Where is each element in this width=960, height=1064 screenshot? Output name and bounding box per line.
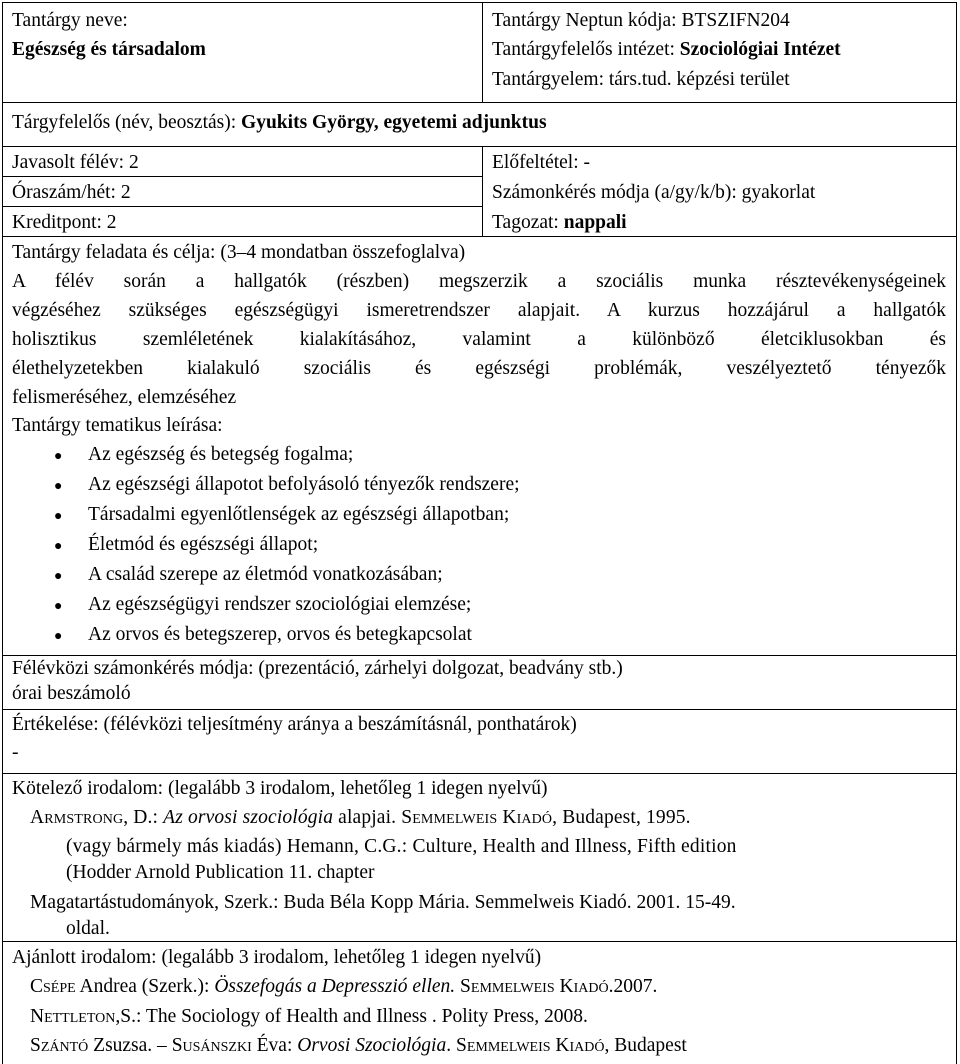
recommended-heading: Ajánlott irodalom: (legalább 3 irodalom, lehetőleg 1 idegen nyelvű): [12, 947, 542, 968]
required-ref: Magatartástudományok, Szerk.: Buda Béla Kopp Mária. Semmelweis Kiadó. 2001. 15-49.: [30, 892, 736, 913]
bullet-icon: ●: [54, 599, 63, 614]
ref-text: , Budapest: [604, 1035, 687, 1056]
ref-text: .2007.: [608, 976, 658, 997]
ref-text: : The Sociology of Health and Illness . Polity Press, 2008.: [135, 1006, 588, 1027]
divider: [482, 2, 483, 102]
ref-text: Éva:: [251, 1035, 298, 1056]
goal-line: végzéséhez szükséges egészségügyi ismeretrendszer alapjait. A kurzus hozzájárul a hallgatók: [12, 300, 946, 321]
divider: [2, 146, 957, 147]
topic-item: Az orvos és betegszerep, orvos és betegkapcsolat: [88, 624, 472, 645]
divider: [2, 236, 957, 237]
ref-author: Nettleton,S.: [30, 1006, 136, 1027]
ref-text: .: [446, 1035, 456, 1056]
mode-label: Tagozat:: [492, 212, 564, 233]
subject-name-label: Tantárgy neve:: [12, 10, 128, 31]
recommended-ref: [30, 974, 657, 1000]
goal-line: élethelyzetekben kialakuló szociális és egészségi problémák, veszélyeztető tényezők: [12, 358, 946, 379]
divider: [482, 146, 483, 236]
bullet-icon: ●: [54, 479, 63, 494]
topics-heading: Tantárgy tematikus leírása:: [12, 415, 223, 436]
recommended-ref: [30, 1004, 588, 1030]
bullet-icon: ●: [54, 509, 63, 524]
divider: [2, 941, 957, 942]
divider: [2, 176, 482, 177]
divider: [2, 709, 957, 710]
neptun-code: BTSZIFN204: [681, 10, 790, 31]
divider: [2, 773, 957, 774]
hours: Óraszám/hét: 2: [12, 182, 131, 203]
subject-element: Tantárgyelem: társ.tud. képzési terület: [492, 69, 790, 90]
credit: Kreditpont: 2: [12, 212, 117, 233]
goal-line: A félév során a hallgatók (részben) megszerzik a szociális munka résztevékenységeinek: [12, 271, 946, 292]
ref-text: Zsuzsa. –: [88, 1035, 172, 1056]
topic-item: Társadalmi egyenlőtlenségek az egészségi állapotban;: [88, 504, 510, 525]
institute: Szociológiai Intézet: [679, 39, 841, 60]
goal-line: felismeréséhez, elemzéséhez: [12, 387, 237, 408]
midterm-value: órai beszámoló: [12, 683, 131, 704]
required-ref-cont: (Hodder Arnold Publication 11. chapter: [66, 862, 375, 883]
goal-line: holisztikus szemléletének kialakításához, valamint a különböző életciklusokban és: [12, 329, 946, 350]
ref-author: Susánszki: [171, 1035, 252, 1056]
divider: [2, 206, 482, 207]
ref-publisher: Semmelweis Kiadó: [455, 1035, 605, 1056]
ref-text: Andrea (Szerk.):: [75, 976, 215, 997]
topic-item: Az egészség és betegség fogalma;: [88, 444, 354, 465]
ref-text: alapjai.: [333, 807, 402, 828]
required-ref: [30, 805, 691, 831]
ref-author: Armstrong, D.:: [30, 807, 159, 828]
ref-title: Orvosi Szociológia: [297, 1035, 447, 1056]
midterm-heading: Félévközi számonkérés módja: (prezentáció, zárhelyi dolgozat, beadvány stb.): [12, 658, 623, 679]
topic-item: Az egészségügyi rendszer szociológiai elemzése;: [88, 594, 472, 615]
mode-line: [492, 210, 627, 236]
responsible-label: Tárgyfelelős (név, beosztás):: [12, 112, 242, 133]
recommended-ref: [30, 1033, 687, 1059]
responsible: Gyukits György, egyetemi adjunktus: [241, 112, 547, 133]
institute-line: [492, 37, 841, 63]
bullet-icon: ●: [54, 449, 63, 464]
ref-text: , Budapest, 1995.: [552, 807, 691, 828]
ref-author: Szántó: [30, 1035, 89, 1056]
prerequisite: Előfeltétel: -: [492, 152, 590, 173]
ref-title: Összefogás a Depresszió ellen.: [214, 976, 456, 997]
assessment: Számonkérés módja (a/gy/k/b): gyakorlat: [492, 182, 816, 203]
bullet-icon: ●: [54, 569, 63, 584]
ref-title: Az orvosi szociológia: [163, 807, 334, 828]
evaluation-heading: Értékelése: (félévközi teljesítmény aránya a beszámításnál, ponthatárok): [12, 714, 577, 735]
bullet-icon: ●: [54, 629, 63, 644]
institute-label: Tantárgyfelelős intézet:: [492, 39, 680, 60]
topic-item: A család szerepe az életmód vonatkozásában;: [88, 564, 443, 585]
subject-name: Egészség és társadalom: [12, 39, 206, 60]
divider: [2, 102, 957, 103]
required-ref-cont: (vagy bármely más kiadás) Hemann, C.G.: Culture, Health and Illness, Fifth edition: [66, 836, 737, 857]
goal-heading: Tantárgy feladata és célja: (3–4 mondatban összefoglalva): [12, 242, 466, 263]
neptun-label: Tantárgy Neptun kódja:: [492, 10, 682, 31]
bullet-icon: ●: [54, 539, 63, 554]
responsible-line: [12, 110, 547, 136]
ref-author: Csépe: [30, 976, 76, 997]
topic-item: Életmód és egészségi állapot;: [88, 534, 319, 555]
evaluation-value: -: [12, 742, 19, 763]
mode: nappali: [563, 212, 627, 233]
required-ref-cont: oldal.: [66, 918, 110, 939]
required-heading: Kötelező irodalom: (legalább 3 irodalom, lehetőleg 1 idegen nyelvű): [12, 778, 548, 799]
ref-publisher: Semmelweis Kiadó: [401, 807, 553, 828]
topic-item: Az egészségi állapotot befolyásoló tényezők rendszere;: [88, 474, 520, 495]
semester: Javasolt félév: 2: [12, 152, 139, 173]
ref-publisher: Semmelweis Kiadó: [460, 976, 609, 997]
neptun-code-line: [492, 8, 790, 34]
